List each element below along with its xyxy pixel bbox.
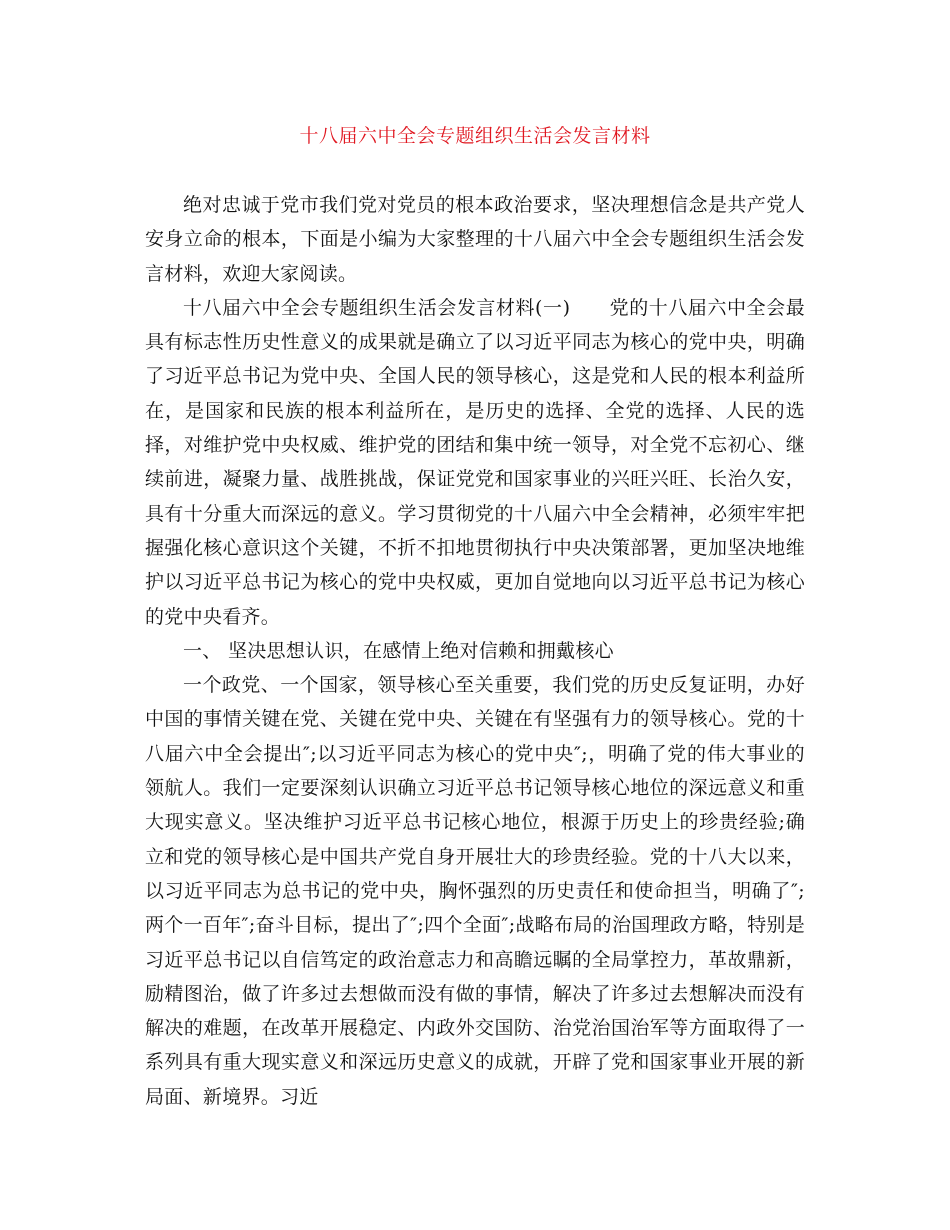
section-heading: 一、 坚决思想认识，在感情上绝对信赖和拥戴核心 — [183, 639, 614, 662]
document-body — [145, 188, 805, 1114]
paragraph-intro: 绝对忠诚于党市我们党对党员的根本政治要求，坚决理想信念是共产党人安身立命的根本，下面是小编为大家整理的十八届六中全会专题组织生活会发言材料，欢迎大家阅读。 — [145, 194, 805, 285]
document-title: 十八届六中全会专题组织生活会发言材料 — [299, 125, 651, 147]
paragraph-part-one: 十八届六中全会专题组织生活会发言材料(一) 党的十八届六中全会最具有标志性历史性意义的成果就是确立了以习近平同志为核心的党中央，明确了习近平总书记为党中央、全国人民的领导核心，这是党和人民的根本利益所在，是国家和民族的根本利益所在，是历史的选择、全党的选择、人民的选择，对维护党中央权威、维护党的团结和集中统一领导，对全党不忘初心、继续前进，凝聚力量、战胜挑战，保证党党和国家事业的兴旺兴旺、长治久安，具有十分重大而深远的意义。学习贯彻党的十八届六中全会精神，必须牢牢把握强化核心意识这个关键，不折不扣地贯彻执行中央决策部署，更加坚决地维护以习近平总书记为核心的党中央权威，更加自觉地向以习近平总书记为核心的党中央看齐。 — [145, 296, 805, 628]
paragraph-core: 一个政党、一个国家，领导核心至关重要，我们党的历史反复证明，办好中国的事情关键在党、关键在党中央、关键在有坚强有力的领导核心。党的十八届六中全会提出″;以习近平同志为核心的党中央″;，明确了党的伟大事业的领航人。我们一定要深刻认识确立习近平总书记领导核心地位的深远意义和重大现实意义。坚决维护习近平总书记核心地位，根源于历史上的珍贵经验;确立和党的领导核心是中国共产党自身开展壮大的珍贵经验。党的十八大以来，以习近平同志为总书记的党中央，胸怀强烈的历史责任和使命担当，明确了″;两个一百年″;奋斗目标，提出了″;四个全面″;战略布局的治国理政方略，特别是习近平总书记以自信笃定的政治意志力和高瞻远瞩的全局掌控力，革故鼎新，励精图治，做了许多过去想做而没有做的事情，解决了许多过去想解决而没有解决的难题，在改革开展稳定、内政外交国防、治党治国治军等方面取得了一系列具有重大现实意义和深远历史意义的成就，开辟了党和国家事业开展的新局面、新境界。习近 — [145, 674, 805, 1108]
